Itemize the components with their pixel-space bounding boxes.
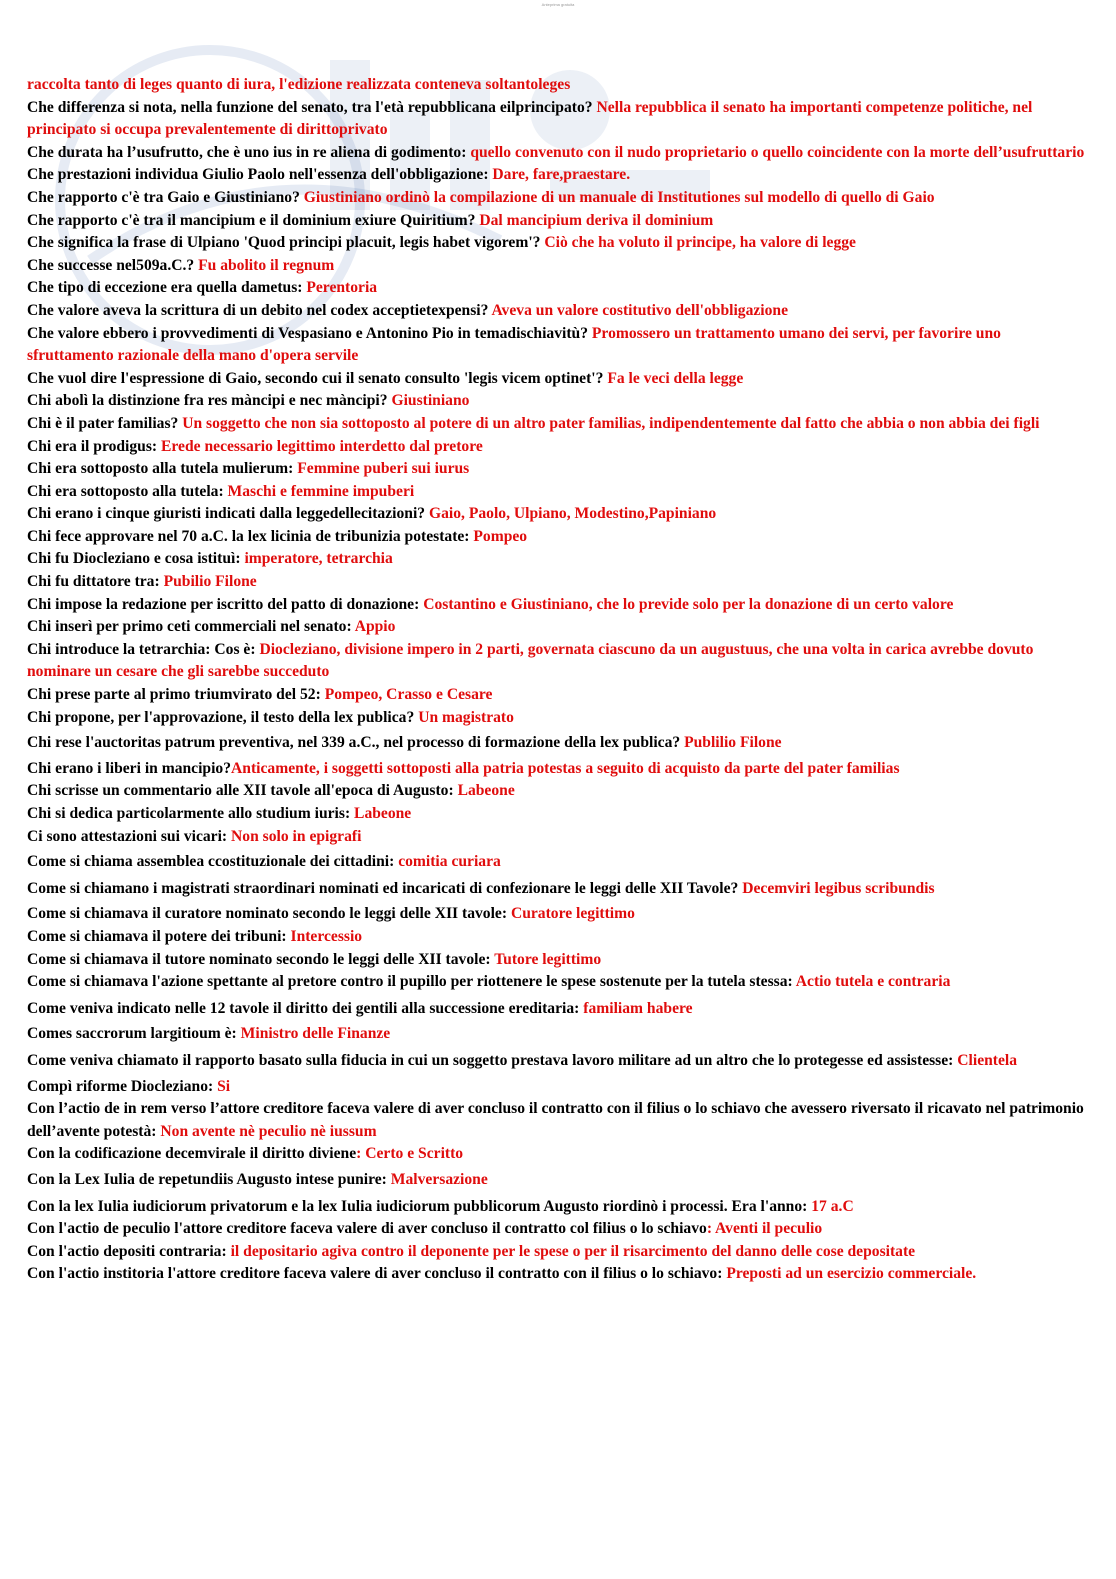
- question-text: Come veniva chiamato il rapporto basato sulla fiducia in cui un soggetto prestava lavoro militare ad un altro che lo protegesse ed assistesse:: [27, 1051, 958, 1069]
- question-text: Che vuol dire l'espressione di Gaio, secondo cui il senato consulto 'legis vicem optinet'?: [27, 369, 608, 387]
- qa-item: [27, 413, 1089, 436]
- qa-item: [27, 998, 1089, 1021]
- qa-item: [27, 1196, 1089, 1219]
- qa-item: [27, 971, 1089, 994]
- qa-item: [27, 458, 1089, 481]
- answer-text: Preposti ad un esercizio commerciale.: [726, 1265, 977, 1283]
- qa-item: [27, 878, 1089, 901]
- answer-text: Malversazione: [390, 1170, 488, 1188]
- question-text: Chi propone, per l'approvazione, il testo della lex publica?: [27, 708, 419, 726]
- qa-item: [27, 707, 1089, 730]
- answer-text: Maschi e femmine impuberi: [227, 482, 415, 500]
- qa-item: [27, 300, 1089, 323]
- question-text: Chi era sottoposto alla tutela:: [27, 482, 228, 500]
- answer-text: Pompeo: [473, 527, 528, 545]
- answer-text: : Certo e Scritto: [356, 1145, 464, 1163]
- answer-text: familiam habere: [583, 999, 693, 1017]
- answer-text: Labeone: [354, 805, 412, 822]
- question-text: Che rapporto c'è tra il mancipium e il dominium exiure Quiritium?: [27, 211, 480, 229]
- answer-text: Non avente nè peculio nè iussum: [160, 1122, 377, 1140]
- question-text: Come si chiamava il tutore nominato secondo le leggi delle XII tavole:: [27, 950, 495, 968]
- answer-text: Fa le veci della legge: [607, 369, 744, 387]
- qa-list: [27, 74, 1089, 1286]
- answer-text: Erede necessario legittimo interdetto dal pretore: [161, 437, 483, 455]
- qa-item: [27, 803, 1089, 826]
- qa-item: [27, 594, 1089, 617]
- question-text: Come si chiama assemblea ccostituzionale dei cittadini:: [27, 853, 399, 871]
- qa-item: [27, 684, 1089, 707]
- question-text: Chi erano i liberi in mancipio?: [27, 759, 232, 777]
- qa-item: [27, 780, 1089, 803]
- answer-text: Un soggetto che non sia sottoposto al potere di un altro pater familias, indipendentemente dal fatto che abbia o non abbia dei figli: [182, 414, 1040, 432]
- question-text: Chi fu dittatore tra:: [27, 573, 164, 591]
- answer-text: Perentoria: [306, 279, 378, 297]
- answer-text: Diocleziano, divisione impero in 2 parti, governata ciascuno da un augustuus, che una volta in carica avrebbe dovuto nominare un cesare che gli sarebbe succeduto: [27, 640, 1034, 681]
- header-mark: Anteprima gratuita: [541, 2, 575, 7]
- answer-text: Decemviri legibus scribundis: [742, 879, 935, 897]
- answer-text: Giustiniano: [391, 392, 470, 410]
- question-text: Ci sono attestazioni sui vicari:: [27, 827, 232, 845]
- question-text: Chi inserì per primo ceti commerciali nel senato:: [27, 618, 355, 636]
- question-text: Come si chiamava l'azione spettante al pretore contro il pupillo per riottenere le spese sostenute per la tutela stessa:: [27, 973, 796, 991]
- answer-text: : Aventi il peculio: [706, 1220, 823, 1238]
- answer-text: Dare, fare,praestare.: [492, 166, 631, 184]
- answer-text: Un magistrato: [418, 708, 514, 726]
- answer-text: Femmine puberi sui iurus: [297, 460, 470, 478]
- qa-item: [27, 732, 1089, 755]
- qa-item: [27, 503, 1089, 526]
- question-text: Con la lex Iulia iudiciorum privatorum e la lex Iulia iudiciorum pubblicorum Augusto riordinò i processi. Era l'anno:: [27, 1197, 812, 1215]
- question-text: Con la Lex Iulia de repetundiis Augusto intese punire:: [27, 1170, 391, 1188]
- answer-text: Actio tutela e contraria: [795, 973, 951, 991]
- answer-text: Si: [217, 1077, 231, 1095]
- qa-item: [27, 481, 1089, 504]
- question-text: Che valore aveva la scrittura di un debito nel codex acceptietexpensi?: [27, 301, 492, 319]
- question-text: Che valore ebbero i provvedimenti di Vespasiano e Antonino Pio in temadischiavitù?: [27, 324, 592, 342]
- qa-item: [27, 368, 1089, 391]
- question-text: Che rapporto c'è tra Gaio e Giustiniano?: [27, 188, 304, 206]
- question-text: Con l'actio de peculio l'attore creditore faceva valere di aver concluso il contratto col filius o lo schiavo: [27, 1220, 707, 1238]
- qa-item: [27, 639, 1089, 684]
- qa-item: [27, 97, 1089, 142]
- answer-text: Clientela: [957, 1051, 1018, 1069]
- question-text: Con la codificazione decemvirale il diritto diviene: [27, 1145, 357, 1163]
- answer-text: comitia curiara: [398, 853, 501, 871]
- question-text: Che prestazioni individua Giulio Paolo nell'essenza dell'obbligazione:: [27, 166, 493, 184]
- qa-item: [27, 926, 1089, 949]
- answer-text: Intercessio: [290, 927, 363, 945]
- answer-text: Nella repubblica il senato ha importanti competenze politiche, nel principato si occupa prevalentemente di dirittoprivato: [27, 98, 1033, 139]
- question-text: Chi scrisse un commentario alle XII tavole all'epoca di Augusto:: [27, 782, 458, 800]
- answer-text: il depositario agiva contro il deponente per le spese o per il risarcimento del danno delle cose depositate: [230, 1242, 916, 1260]
- question-text: Con l’actio de in rem verso l’attore creditore faceva valere di aver concluso il contratto con il filius o lo schiavo che avessero riversato il ricavato nel patrimonio dell’avente potestà:: [27, 1100, 1084, 1140]
- question-text: Come si chiamava il potere dei tribuni:: [27, 927, 291, 945]
- question-text: Con l'actio depositi contraria:: [27, 1242, 231, 1260]
- qa-item: [27, 1076, 1089, 1099]
- question-text: Chi era sottoposto alla tutela mulierum:: [27, 460, 298, 478]
- answer-text: imperatore, tetrarchia: [244, 550, 393, 568]
- qa-item: [27, 1169, 1089, 1192]
- qa-item: [27, 1098, 1089, 1143]
- qa-item: [27, 1241, 1089, 1264]
- question-text: Che significa la frase di Ulpiano 'Quod principi placuit, legis habet vigorem'?: [27, 234, 545, 252]
- question-text: Chi prese parte al primo triumvirato del 52:: [27, 686, 325, 704]
- qa-item: [27, 758, 1089, 781]
- question-text: Chi erano i cinque giuristi indicati dalla leggedellecitazioni?: [27, 505, 429, 523]
- question-text: Chi abolì la distinzione fra res màncipi e nec màncipi?: [27, 392, 392, 410]
- answer-text: Dal mancipium deriva il dominium: [479, 211, 714, 229]
- answer-text: Costantino e Giustiniano, che lo previde solo per la donazione di un certo valore: [423, 595, 954, 613]
- question-text: Chi introduce la tetrarchia: Cos è:: [27, 640, 260, 658]
- question-text: Come veniva indicato nelle 12 tavole il diritto dei gentili alla successione ereditaria:: [27, 999, 584, 1017]
- answer-text: Fu abolito il regnum: [198, 256, 335, 274]
- answer-text: Anticamente, i soggetti sottoposti alla patria potestas a seguito di acquisto da parte del pater familias: [231, 759, 900, 777]
- qa-item: [27, 949, 1089, 972]
- answer-text: 17 a.C: [811, 1197, 854, 1215]
- qa-item: [27, 187, 1089, 210]
- answer-text: Labeone: [457, 782, 515, 800]
- qa-item: [27, 826, 1089, 849]
- answer-text: raccolta tanto di leges quanto di iura, l'edizione realizzata conteneva soltantoleges: [27, 76, 571, 93]
- question-text: Compì riforme Diocleziano:: [27, 1077, 218, 1095]
- question-text: Con l'actio institoria l'attore creditore faceva valere di aver concluso il contratto con il filius o lo schiavo:: [27, 1265, 727, 1283]
- qa-item: [27, 323, 1089, 368]
- qa-item: [27, 142, 1089, 165]
- answer-text: Non solo in epigrafi: [231, 827, 362, 845]
- qa-item: [27, 277, 1089, 300]
- answer-text: Ciò che ha voluto il principe, ha valore di legge: [544, 234, 856, 252]
- answer-text: Publilio Filone: [684, 734, 782, 752]
- qa-item: [27, 571, 1089, 594]
- answer-text: Pompeo, Crasso e Cesare: [324, 686, 493, 704]
- qa-item: [27, 1050, 1089, 1073]
- qa-item: [27, 851, 1089, 874]
- answer-text: Curatore legittimo: [510, 905, 635, 923]
- answer-text: quello convenuto con il nudo proprietario o quello coincidente con la morte dell’usufruttario: [470, 143, 1085, 161]
- qa-item: [27, 255, 1089, 278]
- qa-item: [27, 436, 1089, 459]
- question-text: Che differenza si nota, nella funzione del senato, tra l'età repubblicana eilprincipato?: [27, 98, 597, 116]
- qa-item: [27, 74, 1089, 97]
- qa-item: [27, 526, 1089, 549]
- qa-item: [27, 548, 1089, 571]
- question-text: Chi si dedica particolarmente allo studium iuris:: [27, 805, 355, 822]
- question-text: Chi è il pater familias?: [27, 414, 183, 432]
- question-text: Che durata ha l’usufrutto, che è uno ius in re aliena di godimento:: [27, 143, 471, 161]
- answer-text: Promossero un trattamento umano dei servi, per favorire uno sfruttamento razionale della mano d'opera servile: [27, 324, 1001, 365]
- qa-item: [27, 390, 1089, 413]
- answer-text: Gaio, Paolo, Ulpiano, Modestino,Papiniano: [428, 505, 717, 523]
- question-text: Chi rese l'auctoritas patrum preventiva, nel 339 a.C., nel processo di formazione della lex publica?: [27, 734, 685, 752]
- qa-item: [27, 1218, 1089, 1241]
- question-text: Che successe nel509a.C.?: [27, 256, 199, 274]
- question-text: Chi fu Diocleziano e cosa istituì:: [27, 550, 245, 568]
- question-text: Che tipo di eccezione era quella dametus:: [27, 279, 307, 297]
- qa-item: [27, 210, 1089, 233]
- question-text: Come si chiamava il curatore nominato secondo le leggi delle XII tavole:: [27, 905, 511, 923]
- answer-text: Giustiniano ordinò la compilazione di un manuale di Institutiones sul modello di quello di Gaio: [303, 188, 935, 206]
- answer-text: Pubilio Filone: [163, 573, 257, 591]
- question-text: Chi fece approvare nel 70 a.C. la lex licinia de tribunizia potestate:: [27, 527, 474, 545]
- qa-item: [27, 164, 1089, 187]
- answer-text: Aveva un valore costitutivo dell'obbligazione: [491, 301, 789, 319]
- qa-item: [27, 232, 1089, 255]
- qa-item: [27, 616, 1089, 639]
- qa-item: [27, 903, 1089, 926]
- answer-text: Tutore legittimo: [494, 950, 602, 968]
- answer-text: Appio: [354, 618, 396, 636]
- qa-item: [27, 1263, 1089, 1286]
- question-text: Comes saccrorum largitioum è:: [27, 1025, 241, 1043]
- qa-item: [27, 1023, 1089, 1046]
- answer-text: Ministro delle Finanze: [240, 1025, 391, 1043]
- question-text: Chi era il prodigus:: [27, 437, 162, 455]
- question-text: Come si chiamano i magistrati straordinari nominati ed incaricati di confezionare le leggi delle XII Tavole?: [27, 879, 743, 897]
- question-text: Chi impose la redazione per iscritto del patto di donazione:: [27, 595, 424, 613]
- qa-item: [27, 1143, 1089, 1166]
